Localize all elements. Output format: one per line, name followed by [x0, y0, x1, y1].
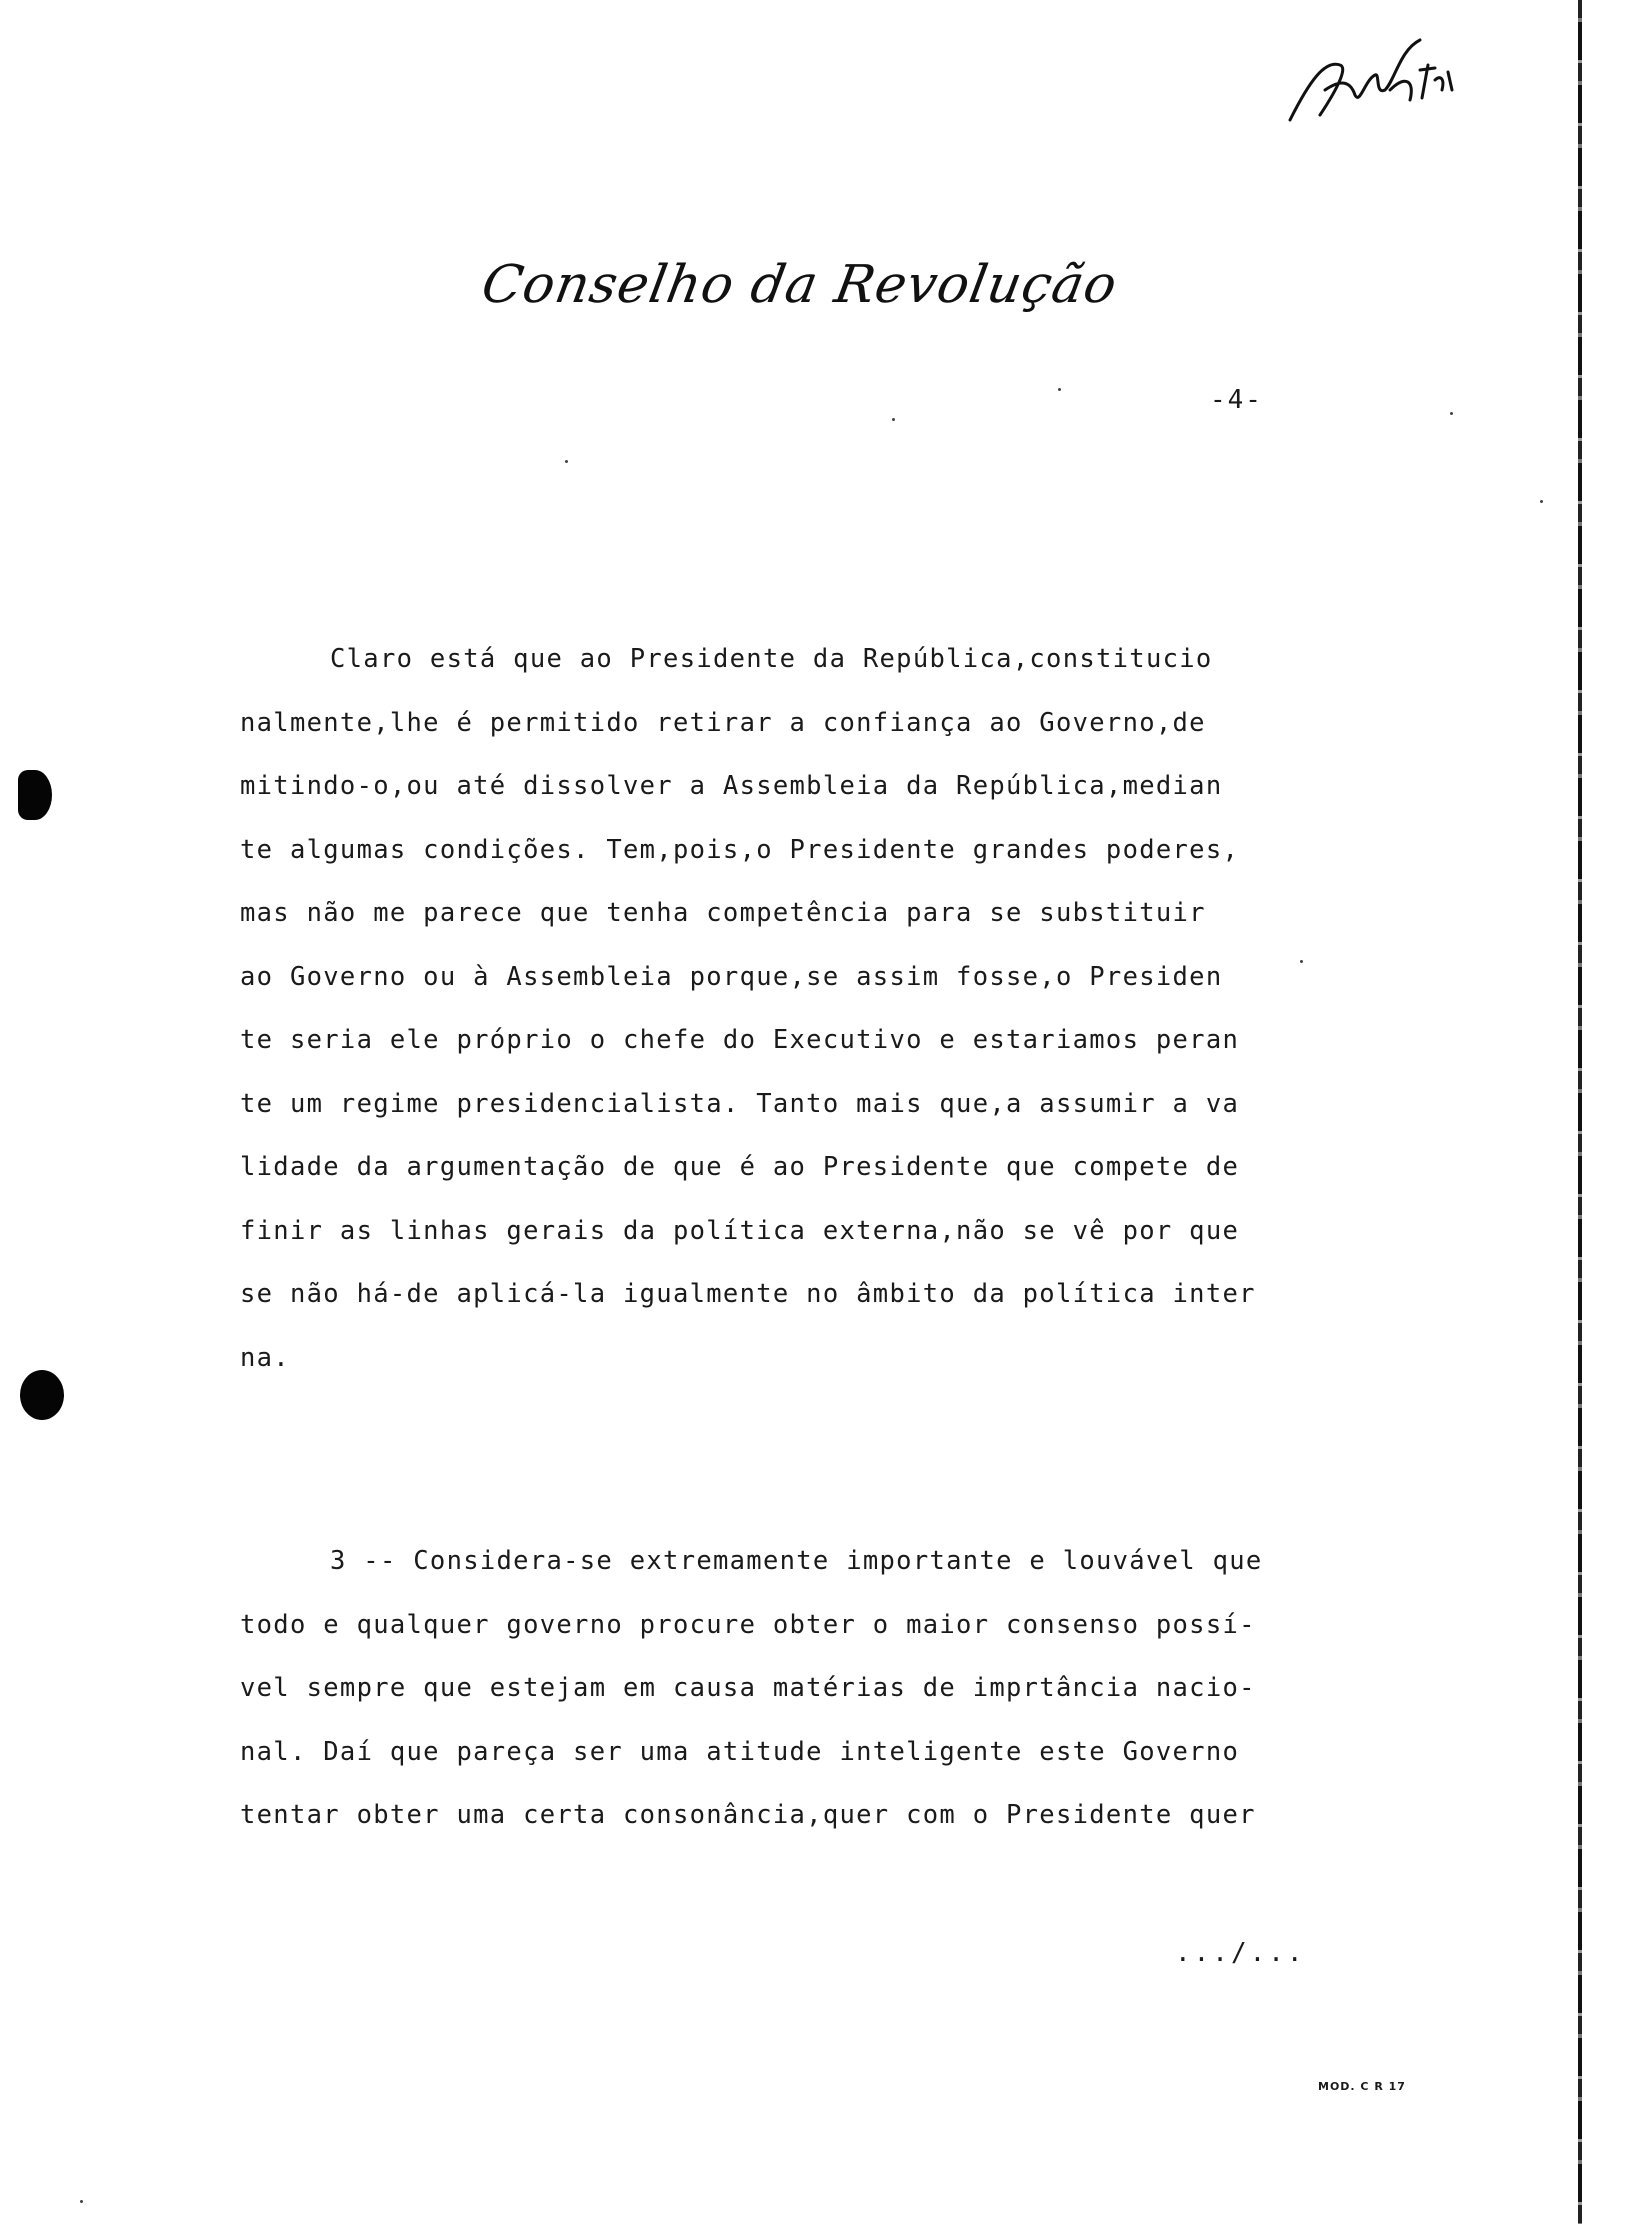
paragraph-1-line: nalmente,lhe é permitido retirar a confiança ao Governo,de: [240, 707, 1206, 738]
paragraph-1-line: lidade da argumentação de que é ao Presidente que compete de: [240, 1152, 1240, 1182]
paragraph-2-line: vel sempre que estejam em causa matérias de imprtância nacio-: [240, 1673, 1256, 1703]
scan-speck: [1300, 960, 1303, 963]
continuation-mark: .../...: [1175, 1938, 1306, 1968]
paragraph-2-line: todo e qualquer governo procure obter o maior consenso possí-: [240, 1609, 1256, 1640]
body-text: [240, 628, 1320, 1848]
paragraph-1-line: se não há-de aplicá-la igualmente no âmbito da política inter: [240, 1279, 1256, 1309]
scanned-page-edge: [1578, 0, 1582, 2224]
paragraph-1-line: mas não me parece que tenha competência para se substituir: [240, 898, 1206, 928]
paragraph-1-line: Claro está que ao Presidente da República,constitucio: [330, 644, 1213, 674]
letterhead-title: Conselho da Revolução: [477, 255, 1122, 315]
handwritten-signature: [1270, 20, 1470, 140]
scan-speck: [1540, 500, 1543, 503]
page-number: -4-: [1210, 385, 1263, 415]
paragraph-2-line: 3 -- Considera-se extremamente importante e louvável que: [330, 1546, 1263, 1576]
paragraph-1-line: ao Governo ou à Assembleia porque,se assim fosse,o Presiden: [240, 961, 1223, 992]
scan-speck: [892, 418, 895, 421]
paragraph-1-line: te um regime presidencialista. Tanto mais que,a assumir a va: [240, 1088, 1240, 1119]
paragraph-2-line: nal. Daí que pareça ser uma atitude inteligente este Governo: [240, 1736, 1240, 1767]
scan-speck: [1450, 412, 1453, 415]
paragraph-1-line: mitindo-o,ou até dissolver a Assembleia da República,median: [240, 771, 1223, 801]
scan-speck: [80, 2200, 83, 2203]
paragraph-1-line: na.: [240, 1342, 290, 1373]
paragraph-1-line: te seria ele próprio o chefe do Executivo e estariamos peran: [240, 1025, 1240, 1055]
form-code: MOD. C R 17: [1318, 2080, 1406, 2093]
paragraph-2-line: tentar obter uma certa consonância,quer com o Presidente quer: [240, 1800, 1256, 1830]
scan-speck: [565, 460, 568, 463]
paragraph-gap: [240, 1390, 1320, 1530]
paragraph-1-line: finir as linhas gerais da política externa,não se vê por que: [240, 1215, 1240, 1246]
punch-hole: [20, 1370, 64, 1420]
scan-speck: [1058, 388, 1061, 391]
punch-hole: [18, 770, 52, 820]
paragraph-1-line: te algumas condições. Tem,pois,o Presidente grandes poderes,: [240, 834, 1240, 865]
